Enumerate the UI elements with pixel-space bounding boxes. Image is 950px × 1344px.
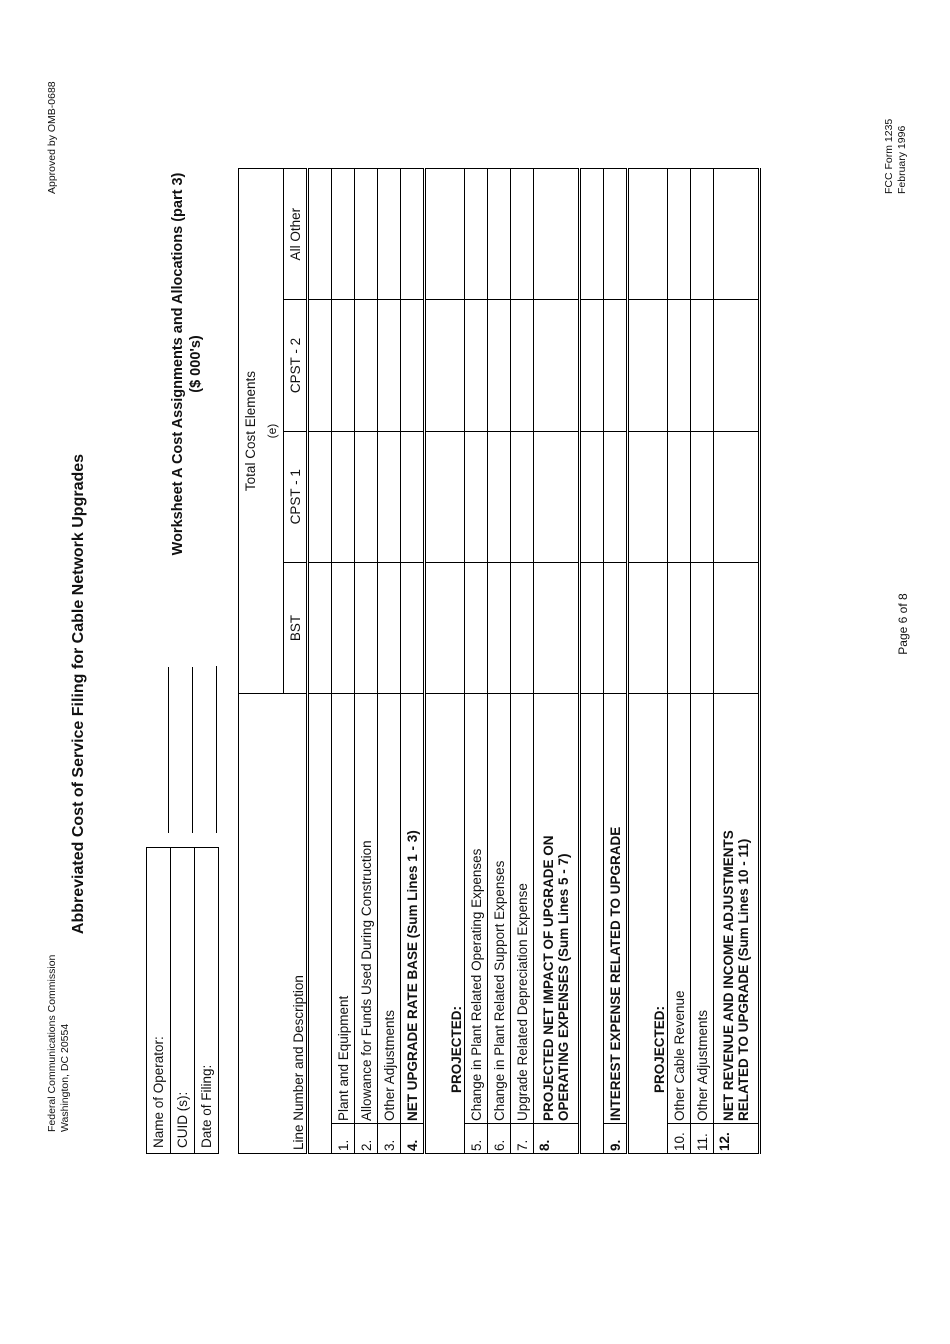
cell-input[interactable] (534, 300, 580, 431)
col-bst: BST (284, 562, 308, 693)
cell-input[interactable] (401, 562, 425, 693)
cell-input[interactable] (511, 169, 534, 300)
cell-input[interactable] (534, 562, 580, 693)
agency-header (46, 955, 72, 1132)
cell-input[interactable] (714, 300, 760, 431)
cell-input[interactable] (668, 300, 691, 431)
table-row: 4. NET UPGRADE RATE BASE (Sum Lines 1 - 3) (401, 169, 425, 1154)
cell-input[interactable] (355, 562, 378, 693)
worksheet-title: Worksheet A Cost Assignments and Allocations (part 3) (170, 172, 186, 556)
cell-input[interactable] (668, 431, 691, 562)
cell-input[interactable] (691, 431, 714, 562)
table-row: 1. Plant and Equipment (332, 169, 355, 1154)
cell-input[interactable] (401, 431, 425, 562)
cell-input[interactable] (465, 169, 488, 300)
cell-input[interactable] (534, 431, 580, 562)
table-row: 3. Other Adjustments (378, 169, 401, 1154)
cell-input[interactable] (465, 300, 488, 431)
cell-input[interactable] (604, 169, 628, 300)
agency-name: Federal Communications Commission (46, 954, 58, 1132)
table-row: 7. Upgrade Related Depreciation Expense (511, 169, 534, 1154)
cell-input[interactable] (332, 300, 355, 431)
cell-input[interactable] (465, 562, 488, 693)
table-row: 5. Change in Plant Related Operating Expenses (465, 169, 488, 1154)
omb-approval: Approved by OMB-0688 (46, 81, 58, 194)
total-cost-elements-sub: (e) (261, 169, 284, 694)
cuid-field[interactable] (171, 667, 195, 848)
cell-input[interactable] (668, 169, 691, 300)
projected-label-2: PROJECTED: (628, 694, 668, 1154)
cell-input[interactable] (332, 431, 355, 562)
cell-input[interactable] (378, 300, 401, 431)
cell-input[interactable] (355, 300, 378, 431)
cell-input[interactable] (332, 169, 355, 300)
cell-input[interactable] (714, 169, 760, 300)
form-date: February 1996 (895, 125, 908, 194)
row-12-line-2: RELATED TO UPGRADE (Sum Lines 10 - 11) (736, 838, 751, 1122)
cell-input[interactable] (511, 300, 534, 431)
row-8-line-2: OPERATING EXPENSES (Sum Lines 5 - 7) (556, 853, 571, 1122)
cell-input[interactable] (691, 562, 714, 693)
table-row: 6. Change in Plant Related Support Expenses (488, 169, 511, 1154)
operator-info-box (146, 666, 219, 1154)
cell-input[interactable] (488, 300, 511, 431)
cell-input[interactable] (401, 169, 425, 300)
cell-input[interactable] (691, 300, 714, 431)
name-of-operator-label: Name of Operator: (147, 848, 171, 1154)
cell-input[interactable] (488, 562, 511, 693)
cell-input[interactable] (668, 562, 691, 693)
form-number: FCC Form 1235 (883, 118, 895, 194)
cell-input[interactable] (465, 431, 488, 562)
cell-input[interactable] (511, 431, 534, 562)
projected-label-1: PROJECTED: (425, 694, 465, 1154)
cell-input[interactable] (604, 562, 628, 693)
row-8-line-1: PROJECTED NET IMPACT OF UPGRADE ON (541, 835, 556, 1122)
col-cpst-1: CPST - 1 (284, 431, 308, 562)
cell-input[interactable] (714, 562, 760, 693)
col-all-other: All Other (284, 169, 308, 300)
table-row: 12. NET REVENUE AND INCOME ADJUSTMENTS RELATED TO UPGRADE (Sum Lines 10 - 11) (714, 169, 760, 1154)
table-row: 2. Allowance for Funds Used During Construction (355, 169, 378, 1154)
table-row: 11. Other Adjustments (691, 169, 714, 1154)
cell-input[interactable] (355, 169, 378, 300)
cell-input[interactable] (691, 169, 714, 300)
cell-input[interactable] (332, 562, 355, 693)
cell-input[interactable] (355, 431, 378, 562)
date-of-filing-field[interactable] (195, 667, 219, 848)
cell-input[interactable] (714, 431, 760, 562)
col-cpst-2: CPST - 2 (284, 300, 308, 431)
cell-input[interactable] (488, 169, 511, 300)
cell-input[interactable] (604, 300, 628, 431)
cost-allocation-table (238, 168, 761, 1154)
cell-input[interactable] (378, 562, 401, 693)
line-description-header: Line Number and Description (284, 694, 308, 1154)
worksheet-heading (169, 84, 205, 644)
cell-input[interactable] (401, 300, 425, 431)
table-row: 9. INTEREST EXPENSE RELATED TO UPGRADE (604, 169, 628, 1154)
form-id (883, 119, 908, 194)
agency-address: Washington, DC 20554 (59, 1023, 71, 1132)
cuid-label: CUID (s): (171, 848, 195, 1154)
table-row: 8. PROJECTED NET IMPACT OF UPGRADE ON OPERATING EXPENSES (Sum Lines 5 - 7) (534, 169, 580, 1154)
worksheet-units: ($ 000's) (188, 335, 204, 393)
cell-input[interactable] (604, 431, 628, 562)
date-of-filing-label: Date of Filing: (195, 848, 219, 1154)
total-cost-elements-header: Total Cost Elements (239, 169, 262, 694)
table-row: 10. Other Cable Revenue (668, 169, 691, 1154)
cell-input[interactable] (378, 431, 401, 562)
page-number: Page 6 of 8 (896, 593, 910, 655)
cell-input[interactable] (534, 169, 580, 300)
cell-input[interactable] (378, 169, 401, 300)
cell-input[interactable] (488, 431, 511, 562)
page-title: Abbreviated Cost of Service Filing for Cable Network Upgrades (70, 453, 87, 935)
cell-input[interactable] (511, 562, 534, 693)
name-of-operator-field[interactable] (147, 667, 171, 848)
row-12-line-1: NET REVENUE AND INCOME ADJUSTMENTS (721, 830, 736, 1122)
